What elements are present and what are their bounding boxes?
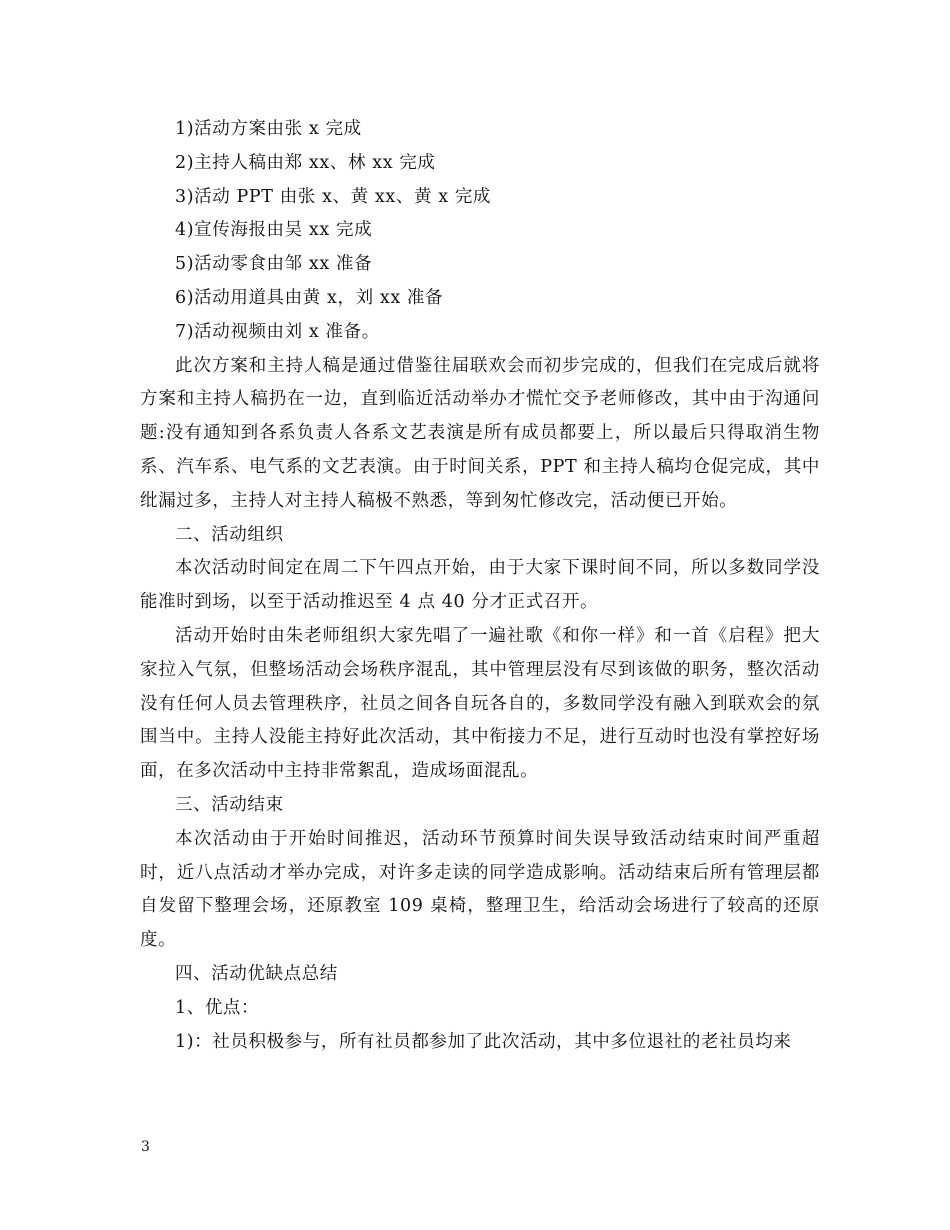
list-item-poster: 4)宣传海报由吴 xx 完成	[175, 220, 373, 241]
paragraph-ending: 本次活动由于开始时间推迟，活动环节预算时间失误导致活动结束时间严重超时，近八点活动才举办完成，对许多走读的同学造成影响。活动结束后所有管理层都自发留下整理会场，还原教室 109 桌椅，整理卫生，给活动会场进行了较高的还原度。	[140, 828, 820, 951]
page-number: 3	[141, 1139, 150, 1155]
section-heading-ending: 三、活动结束	[175, 794, 284, 815]
paragraph-preparation-summary: 此次方案和主持人稿是通过借鉴往届联欢会而初步完成的，但我们在完成后就将方案和主持人稿扔在一边，直到临近活动举办才慌忙交予老师修改，其中由于沟通问题:没有通知到各系负责人各系文艺表演是所有成员都要上，所以最后只得取消生物系、汽车系、电气系的文艺表演。由于时间关系，PPT 和主持人稿均仓促完成，其中纰漏过多，主持人对主持人稿极不熟悉，等到匆忙修改完，活动便已开始。	[140, 355, 820, 511]
section-heading-summary: 四、活动优缺点总结	[175, 963, 338, 984]
paragraph-advantage-1: 1)：社员积极参与，所有社员都参加了此次活动，其中多位退社的老社员均来	[175, 1031, 792, 1052]
list-item-snacks: 5)活动零食由邹 xx 准备	[175, 254, 373, 275]
list-item-ppt: 3)活动 PPT 由张 x、黄 xx、黄 x 完成	[175, 186, 492, 207]
section-heading-organization: 二、活动组织	[175, 524, 284, 545]
document-body	[140, 113, 820, 1059]
paragraph-activity-process: 活动开始时由朱老师组织大家先唱了一遍社歌《和你一样》和一首《启程》把大家拉入气氛，但整场活动会场秩序混乱，其中管理层没有尽到该做的职务，整次活动没有任何人员去管理秩序，社员之间各自玩各自的，多数同学没有融入到联欢会的氛围当中。主持人没能主持好此次活动，其中衔接力不足，进行互动时也没有掌控好场面，在多次活动中主持非常絮乱，造成场面混乱。	[140, 625, 820, 782]
subheading-advantages: 1、优点：	[175, 997, 260, 1018]
list-item-host-script: 2)主持人稿由郑 xx、林 xx 完成	[175, 152, 436, 173]
list-item-props: 6)活动用道具由黄 x，刘 xx 准备	[175, 287, 444, 308]
list-item-video: 7)活动视频由刘 x 准备。	[175, 321, 380, 342]
list-item-plan: 1)活动方案由张 x 完成	[175, 119, 362, 139]
paragraph-start-time: 本次活动时间定在周二下午四点开始，由于大家下课时间不同，所以多数同学没能准时到场，以至于活动推迟至 4 点 40 分才正式召开。	[140, 558, 820, 613]
